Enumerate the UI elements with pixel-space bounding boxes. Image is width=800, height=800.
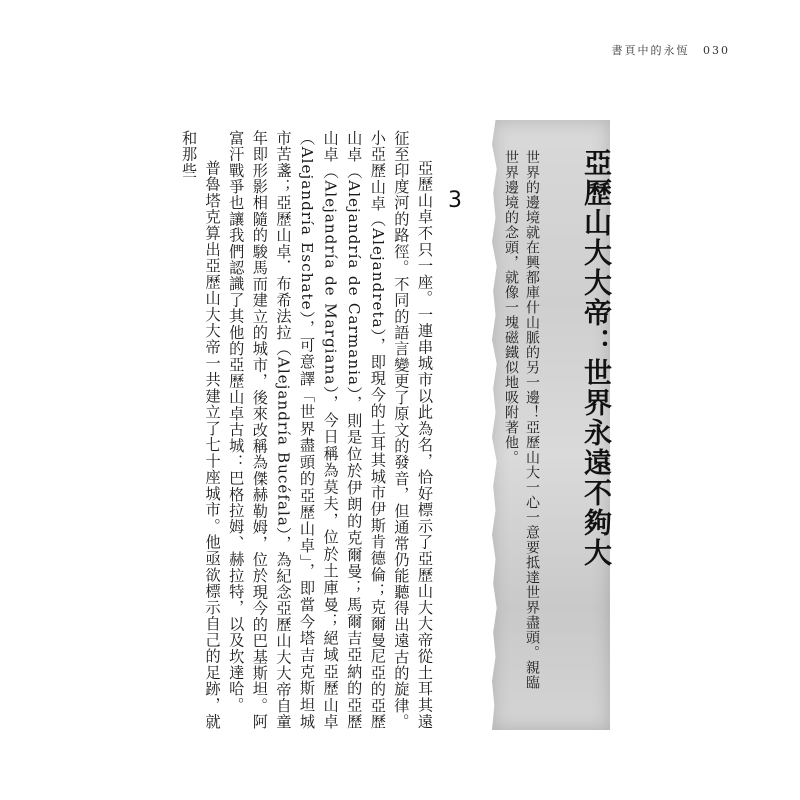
- body-paragraph-2: 普魯塔克算出亞歷山大大帝一共建立了七十座城市。他亟欲標示自己的足跡，就和那些: [180, 130, 222, 730]
- running-header: [480, 42, 730, 58]
- body-text: [180, 130, 436, 730]
- chapter-number: 3: [448, 188, 462, 213]
- epigraph-line-1: 世界的邊境就在興都庫什山脈的另一邊！亞歷山大一心一意要抵達世界盡頭。親臨: [524, 150, 540, 690]
- epigraph-line-2: 世界邊境的念頭，就像一塊磁鐵似地吸附著他。: [503, 150, 519, 465]
- chapter-title: 亞歷山大大帝：世界永遠不夠大: [580, 148, 613, 568]
- body-paragraph-1: 亞歷山卓不只一座。一連串城市以此為名，恰好標示了亞歷山大大帝從土耳其遠征至印度河的路徑。不同的語言變更了原文的發音，但通常仍能聽得出遠古的旋律。小亞歷山卓（Alejandreta），即現今的土耳其城市伊斯肯德倫；克爾曼尼亞的亞歷山卓（Alejandría de Carmania），則是位於伊朗的克爾曼；馬爾吉亞納的亞歷山卓（Alejandría de Margiana），今日稱為莫夫，位於土庫曼；絕域亞歷山卓（Alejandría Eschate），可意譯「世界盡頭的亞歷山卓」，即當今塔吉克斯坦城市苦盞；亞歷山卓．布希法拉（Alejandría Bucéfala），為紀念亞歷山大大帝自童年即形影相隨的駿馬而建立的城市，後來改稱為傑赫勒姆，位於現今的巴基斯坦。阿富汗戰爭也讓我們認識了其他的亞歷山卓古城：巴格拉姆、赫拉特，以及坎達哈。: [227, 130, 434, 730]
- header-page-number: 030: [703, 44, 730, 57]
- chapter-epigraph: [500, 150, 542, 720]
- header-book-title: 書頁中的永恆: [611, 44, 690, 57]
